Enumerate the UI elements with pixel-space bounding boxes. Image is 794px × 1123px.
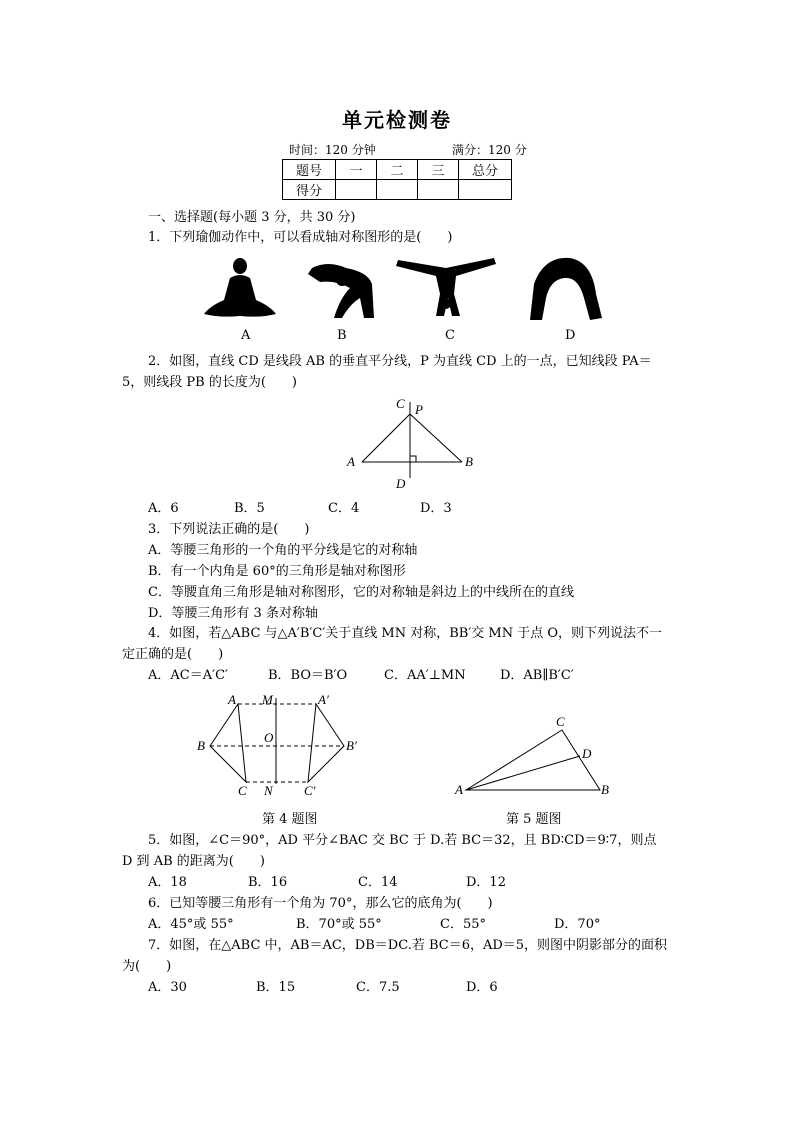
q6-stem: 6．已知等腰三角形有一个角为 70°，那么它的底角为( ) xyxy=(148,896,493,911)
q5-option-d[interactable]: D．12 xyxy=(466,875,506,890)
triangle-a2b2c2 xyxy=(308,704,344,782)
label-d: D xyxy=(582,746,592,761)
q4-caption: 第 4 题图 xyxy=(262,812,318,827)
score-cell[interactable] xyxy=(336,180,377,200)
right-angle-mark xyxy=(410,456,416,462)
q3-stem: 3．下列说法正确的是( ) xyxy=(148,522,310,537)
q3-option-b[interactable]: B．有一个内角是 60°的三角形是轴对称图形 xyxy=(148,564,406,579)
label-b: B xyxy=(197,738,205,753)
q2-option-d[interactable]: D．3 xyxy=(420,501,452,516)
score-cell[interactable] xyxy=(377,180,418,200)
score-header-cell: 总分 xyxy=(459,160,512,180)
q1-stem: 1．下列瑜伽动作中，可以看成轴对称图形的是( ) xyxy=(148,230,453,245)
page-title: 单元检测卷 xyxy=(342,108,452,132)
q1-label-a: A xyxy=(241,328,251,343)
q5-option-c[interactable]: C．14 xyxy=(358,875,398,890)
q7-line1: 7．如图，在△ABC 中，AB＝AC，DB＝DC.若 BC＝6，AD＝5，则图中阴影部分的面积 xyxy=(148,938,668,953)
q4-option-b[interactable]: B．BO＝B′O xyxy=(268,668,348,683)
q6-option-a[interactable]: A．45°或 55° xyxy=(148,917,234,932)
q5-caption: 第 5 题图 xyxy=(506,812,562,827)
q7-option-c[interactable]: C．7.5 xyxy=(356,980,400,995)
yoga-figure-c xyxy=(396,258,496,316)
score-table xyxy=(282,159,512,200)
label-a: A xyxy=(455,782,463,797)
segment-pa xyxy=(362,414,410,462)
label-p: P xyxy=(415,402,423,417)
q2-option-b[interactable]: B．5 xyxy=(234,501,265,516)
q5-option-a[interactable]: A．18 xyxy=(148,875,187,890)
label-o: O xyxy=(264,730,274,745)
q1-label-c: C xyxy=(445,328,455,343)
label-m: M xyxy=(262,692,273,707)
section-heading: 一、选择题(每小题 3 分，共 30 分) xyxy=(148,210,356,225)
segment-ad xyxy=(466,756,580,790)
q7-option-d[interactable]: D．6 xyxy=(466,980,498,995)
label-a: A xyxy=(347,454,355,469)
q2-option-a[interactable]: A．6 xyxy=(148,501,179,516)
q5-diagram xyxy=(452,714,622,800)
q4-option-c[interactable]: C．AA′⊥MN xyxy=(384,668,466,683)
label-c-prime: C′ xyxy=(304,783,316,798)
q2-line2: 5，则线段 PB 的长度为( ) xyxy=(122,375,297,390)
exam-time: 时间：120 分钟 xyxy=(289,143,376,157)
label-d: D xyxy=(396,476,406,491)
q1-label-d: D xyxy=(565,328,576,343)
q3-option-a[interactable]: A．等腰三角形的一个角的平分线是它的对称轴 xyxy=(148,543,418,558)
score-header-cell: 题号 xyxy=(283,160,336,180)
score-cell[interactable] xyxy=(418,180,459,200)
score-row-label: 得分 xyxy=(283,180,336,200)
q6-option-c[interactable]: C．55° xyxy=(440,917,486,932)
yoga-figure-d xyxy=(530,258,602,320)
label-c: C xyxy=(396,396,405,411)
q2-line1: 2．如图，直线 CD 是线段 AB 的垂直平分线，P 为直线 CD 上的一点，已知线段 PA＝ xyxy=(148,354,652,369)
score-header-cell: 一 xyxy=(336,160,377,180)
label-c: C xyxy=(556,714,565,729)
triangle-abc xyxy=(210,704,246,782)
triangle-abc xyxy=(466,730,600,790)
score-header-cell: 三 xyxy=(418,160,459,180)
q7-option-a[interactable]: A．30 xyxy=(148,980,187,995)
label-c: C xyxy=(238,783,247,798)
label-b: B xyxy=(465,454,473,469)
exam-full-score: 满分：120 分 xyxy=(452,143,527,157)
yoga-figure-b xyxy=(308,264,374,318)
q4-line2: 定正确的是( ) xyxy=(122,647,224,662)
q7-option-b[interactable]: B．15 xyxy=(256,980,296,995)
label-a: A xyxy=(228,692,236,707)
score-header-cell: 二 xyxy=(377,160,418,180)
q3-option-c[interactable]: C．等腰直角三角形是轴对称图形，它的对称轴是斜边上的中线所在的直线 xyxy=(148,585,574,600)
q1-label-b: B xyxy=(337,328,347,343)
q7-line2: 为( ) xyxy=(122,959,172,974)
q6-option-d[interactable]: D．70° xyxy=(554,917,601,932)
q2-diagram xyxy=(340,392,490,492)
q3-option-d[interactable]: D．等腰三角形有 3 条对称轴 xyxy=(148,606,318,621)
q4-line1: 4．如图，若△ABC 与△A′B′C′关于直线 MN 对称，BB′交 MN 于点 O，则下列说法不一 xyxy=(148,626,663,641)
q1-yoga-figures xyxy=(200,254,620,332)
q5-line1: 5．如图，∠C＝90°，AD 平分∠BAC 交 BC 于 D.若 BC＝32，且 BD∶CD＝9∶7，则点 xyxy=(148,833,657,848)
q4-option-a[interactable]: A．AC＝A′C′ xyxy=(148,668,228,683)
label-n: N xyxy=(264,783,273,798)
label-b-prime: B′ xyxy=(346,738,357,753)
q4-diagram xyxy=(192,688,372,800)
q5-option-b[interactable]: B．16 xyxy=(248,875,288,890)
q6-option-b[interactable]: B．70°或 55° xyxy=(296,917,382,932)
segment-pb xyxy=(410,414,462,462)
q4-option-d[interactable]: D．AB∥B′C′ xyxy=(500,668,574,683)
label-b: B xyxy=(601,782,609,797)
yoga-figure-a xyxy=(204,258,276,317)
q5-line2: D 到 AB 的距离为( ) xyxy=(122,854,265,869)
score-cell[interactable] xyxy=(459,180,512,200)
label-a-prime: A′ xyxy=(318,692,329,707)
q2-option-c[interactable]: C．4 xyxy=(328,501,360,516)
